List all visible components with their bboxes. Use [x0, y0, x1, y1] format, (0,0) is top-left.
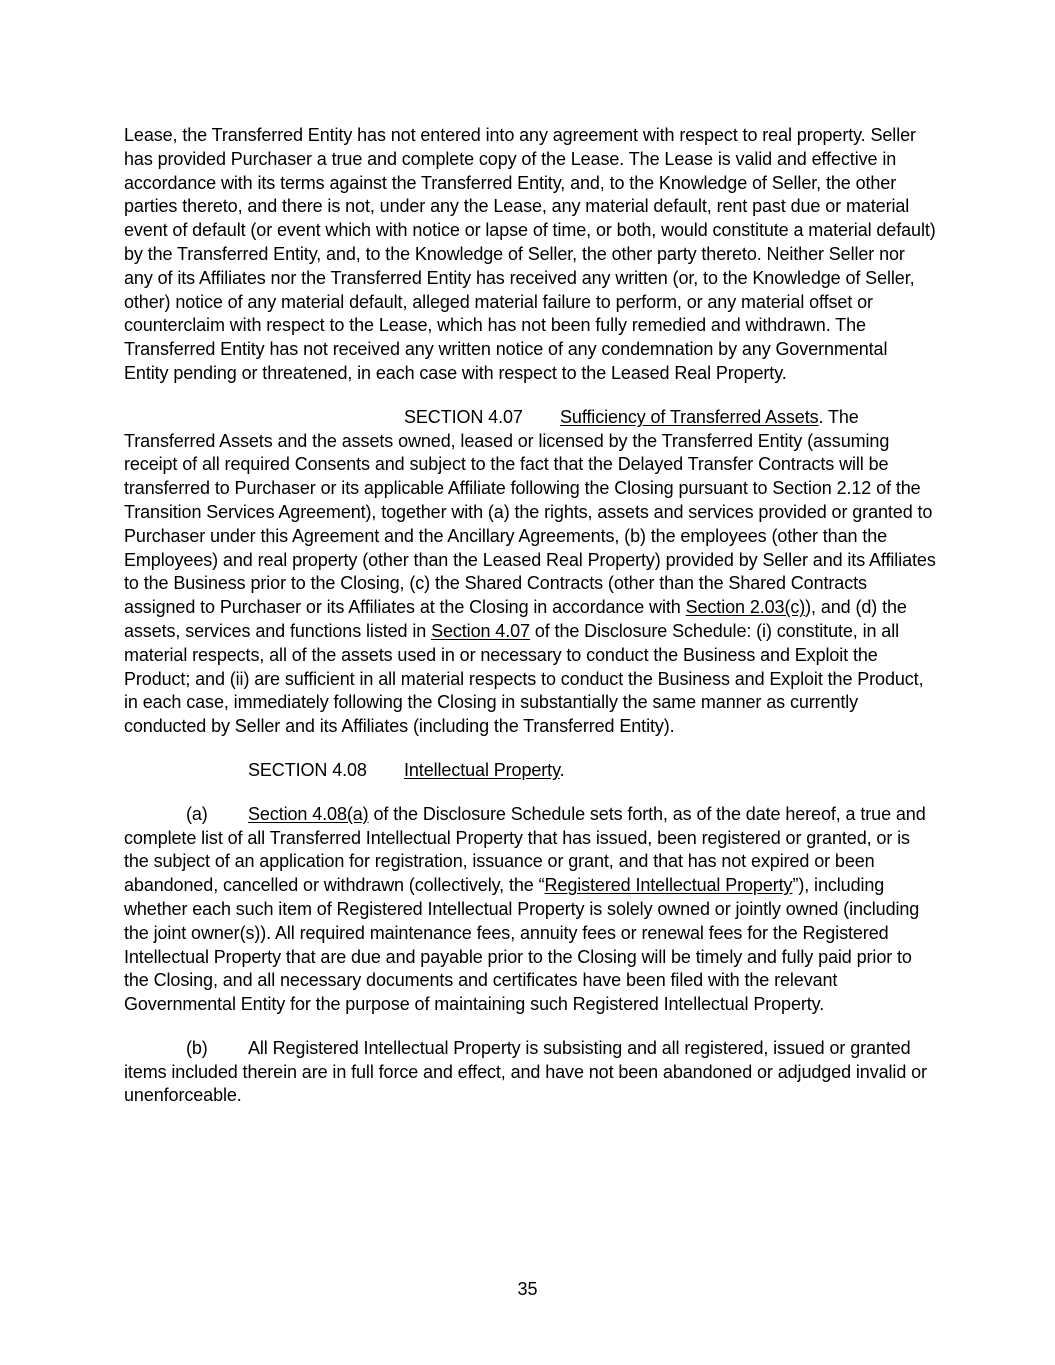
subsection-b-marker: (b): [186, 1037, 208, 1058]
subsection-a: [124, 803, 936, 1017]
section-4-07-text-part1: . The Transferred Assets and the assets owned, leased or licensed by the Transferred Entity (assuming receipt of all required Consents and subject to the fact that the Delayed Transfer Contracts will be transferred to Purchaser or its applicable Affiliate following the Closing pursuant to Section 2.12 of the Transition Services Agreement), together with (a) the rights, assets and services provided or granted to Purchaser under this Agreement and the Ancillary Agreements, (b) the employees (other than the Employees) and real property (other than the Leased Real Property) provided by Seller and its Affiliates to the Business prior to the Closing, (c) the Shared Contracts (other than the Shared Contracts assigned to Purchaser or its Affiliates at the Closing in accordance with: [124, 406, 936, 618]
section-4-08-title-end: .: [559, 759, 565, 780]
section-4-08a-reference: Section 4.08(a): [248, 803, 369, 824]
section-4-07-reference: Section 4.07: [431, 620, 530, 641]
section-4-07-text-part3: of the Disclosure Schedule: (i) constitute, in all material respects, all of the assets used in or necessary to conduct the Business and Exploit the Product; and (ii) are sufficient in all material respects to conduct the Business and Exploit the Product, in each case, immediately following the Closing in substantially the same manner as currently conducted by Seller and its Affiliates (including the Transferred Entity).: [124, 620, 924, 737]
subsection-a-text-part1: of the Disclosure Schedule sets forth, as of the date hereof, a true and complete list of all Transferred Intellectual Property that has issued, been registered or granted, or is the subject of an application for registration, issuance or grant, and that has not expired or been abandoned, cancelled or withdrawn (collectively, the “: [124, 803, 926, 896]
section-4-07-number: SECTION 4.07: [404, 406, 523, 427]
document-body: [124, 124, 936, 1128]
subsection-a-text-part2: ”), including whether each such item of Registered Intellectual Property is solely owned or jointly owned (including the joint owner(s)). All required maintenance fees, annuity fees or renewal fees for the Registered Intellectual Property that are due and payable prior to the Closing will be timely and fully paid prior to the Closing, and all necessary documents and certificates have been filed with the relevant Governmental Entity for the purpose of maintaining such Registered Intellectual Property.: [124, 875, 920, 1015]
subsection-b-text: All Registered Intellectual Property is subsisting and all registered, issued or granted items included therein are in full force and effect, and have not been abandoned or adjudged invalid or unenforceable.: [124, 1037, 927, 1106]
section-4-08-title: Intellectual Property: [404, 759, 560, 780]
section-2-03c-reference: Section 2.03(c): [685, 597, 806, 618]
section-4-08-heading: [124, 759, 936, 783]
paragraph-lease: [124, 124, 936, 386]
section-4-07-title: Sufficiency of Transferred Assets: [560, 406, 819, 427]
paragraph-lease-text: Lease, the Transferred Entity has not entered into any agreement with respect to real property. Seller has provided Purchaser a true and complete copy of the Lease. The Lease is valid and effective in accordance with its terms against the Transferred Entity, and, to the Knowledge of Seller, the other parties thereto, and there is not, under any the Lease, any material default, rent past due or material event of default (or event which with notice or lapse of time, or both, would constitute a material default) by the Transferred Entity, and, to the Knowledge of Seller, the other party thereto. Neither Seller nor any of its Affiliates nor the Transferred Entity has received any written (or, to the Knowledge of Seller, other) notice of any material default, alleged material failure to perform, or any material offset or counterclaim with respect to the Lease, which has not been fully remedied and withdrawn. The Transferred Entity has not received any written notice of any condemnation by any Governmental Entity pending or threatened, in each case with respect to the Leased Real Property.: [124, 125, 936, 383]
section-4-08-number: SECTION 4.08: [248, 759, 367, 780]
section-4-07: [124, 406, 936, 739]
page-number: 35: [517, 1279, 538, 1299]
subsection-a-marker: (a): [186, 803, 208, 824]
section-4-07-text-part2: ), and (d) the assets, services and functions listed in: [124, 597, 907, 641]
subsection-b: [124, 1037, 936, 1108]
defined-term-registered-ip: Registered Intellectual Property: [544, 875, 793, 896]
